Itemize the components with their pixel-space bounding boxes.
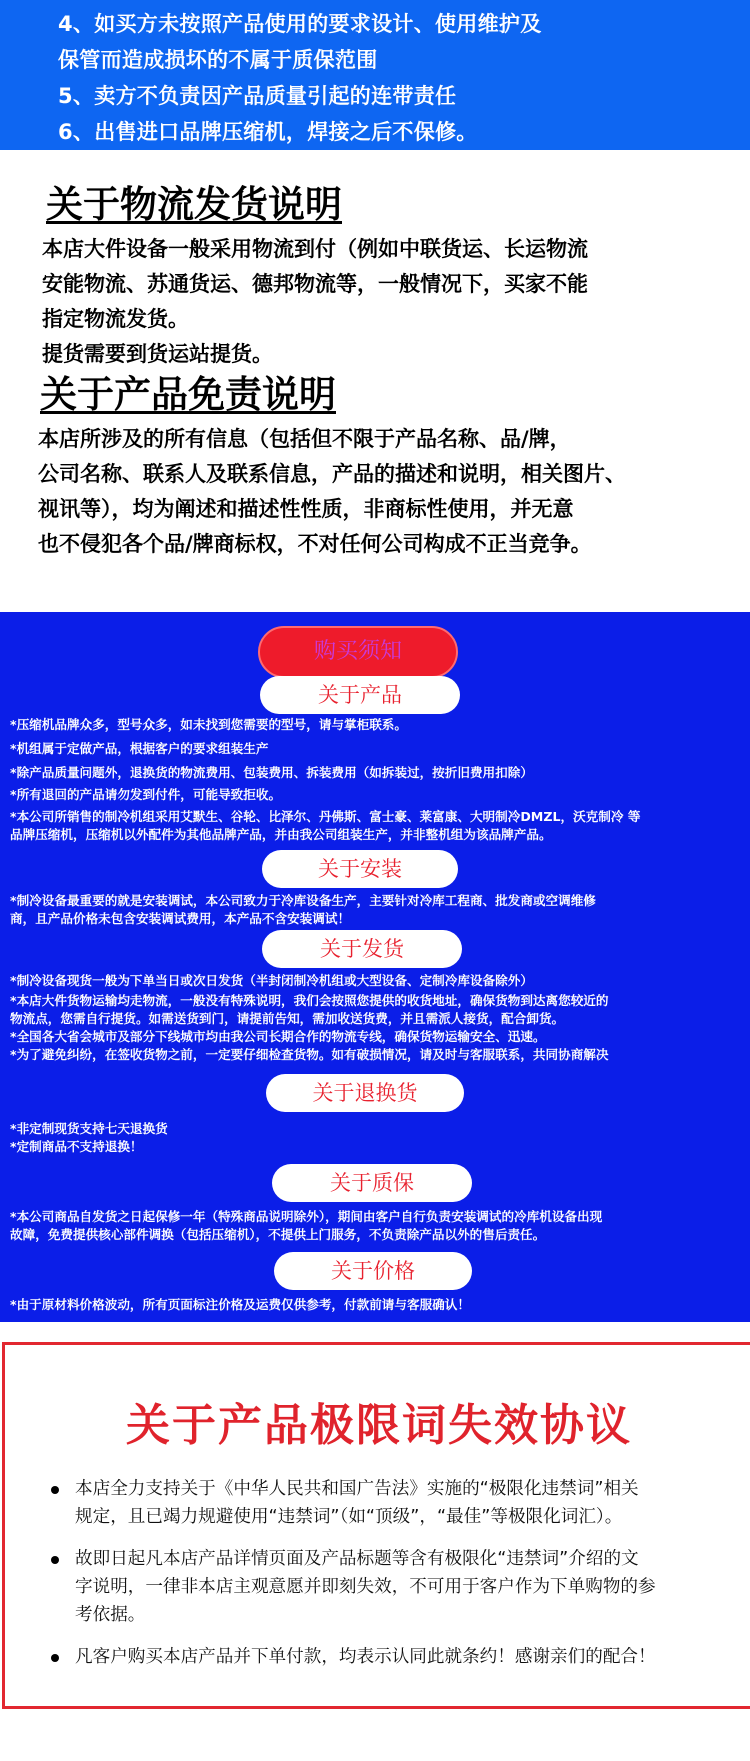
- note-line: 故障，免费提供核心部件调换（包括压缩机），不提供上门服务，不负责除产品以外的售后责任。: [10, 1227, 546, 1242]
- warranty-heading: 关于质保: [272, 1164, 472, 1202]
- returns-heading: 关于退换货: [266, 1074, 464, 1112]
- warranty-line: 4、如买方未按照产品使用的要求设计、使用维护及: [58, 12, 542, 36]
- agreement-line: 本店全力支持关于《中华人民共和国广告法》实施的“极限化违禁词”相关: [75, 1479, 639, 1499]
- note-line: *机组属于定做产品，根据客户的要求组装生产: [10, 741, 269, 756]
- note-line: 品牌压缩机，压缩机以外配件为其他品牌产品，并由我公司组装生产，并非整机组为该品牌产品。: [10, 827, 552, 842]
- note-line: *制冷设备现货一般为下单当日或次日发货（半封闭制冷机组或大型设备、定制冷库设备除外）: [10, 973, 533, 988]
- note-line: *本公司商品自发货之日起保修一年（特殊商品说明除外），期间由客户自行负责安装调试的冷库机设备出现: [10, 1209, 603, 1224]
- shipping-heading: 关于发货: [262, 930, 462, 968]
- warranty-line: 6、出售进口品牌压缩机，焊接之后不保修。: [58, 120, 478, 144]
- returns-notes: [10, 1120, 168, 1156]
- price-heading: 关于价格: [274, 1252, 472, 1290]
- agreement-line: 规定，且已竭力规避使用“违禁词”（如“顶级”，“最佳”等极限化词汇）。: [75, 1507, 623, 1527]
- agreement-line: 考依据。: [75, 1605, 146, 1625]
- note-line: *所有退回的产品请勿发到付件，可能导致拒收。: [10, 787, 282, 802]
- agreement-title: 关于产品极限词失效协议: [126, 1400, 632, 1451]
- note-line: *非定制现货支持七天退换货: [10, 1121, 168, 1136]
- disclaimer-line: 公司名称、联系人及联系信息，产品的描述和说明，相关图片、: [38, 462, 626, 486]
- agreement-line: 凡客户购买本店产品并下单付款，均表示认同此就条约！感谢亲们的配合！: [75, 1647, 656, 1667]
- logistics-title: 关于物流发货说明: [46, 183, 342, 226]
- bullet-icon: [51, 1654, 59, 1662]
- install-notes: [10, 892, 596, 928]
- note-line: *全国各大省会城市及部分下线城市均由我公司长期合作的物流专线，确保货物运输安全、迅速。: [10, 1029, 546, 1044]
- warranty-notes: [10, 1208, 602, 1244]
- product-heading: 关于产品: [260, 676, 460, 714]
- note-line: *定制商品不支持退换！: [10, 1139, 143, 1154]
- note-line: *除产品质量问题外，退换货的物流费用、包装费用、拆装费用（如拆装过，按折旧费用扣除）: [10, 765, 533, 780]
- logistics-line: 指定物流发货。: [42, 307, 189, 331]
- agreement-item: [45, 1643, 745, 1671]
- bullet-icon: [51, 1556, 59, 1564]
- note-line: *本公司所销售的制冷机组采用艾默生、谷轮、比泽尔、丹佛斯、富士豪、莱富康、大明制冷DMZL，沃克制冷 等: [10, 809, 641, 824]
- note-line: *为了避免纠纷，在签收货物之前，一定要仔细检查货物。如有破损情况，请及时与客服联系，共同协商解决: [10, 1047, 609, 1062]
- limit-words-agreement: [0, 1322, 750, 1761]
- disclaimer-line: 本店所涉及的所有信息（包括但不限于产品名称、品/牌，: [38, 427, 571, 451]
- agreement-line: 字说明，一律非本店主观意愿并即刻失效，不可用于客户作为下单购物的参: [75, 1577, 656, 1597]
- disclaimer-line: 视讯等），均为阐述和描述性性质，非商标性使用，并无意: [38, 497, 574, 521]
- warranty-line: 保管而造成损坏的不属于质保范围: [58, 48, 378, 72]
- product-notes: [10, 716, 640, 844]
- note-line: *压缩机品牌众多，型号众多，如未找到您需要的型号，请与掌柜联系。: [10, 717, 407, 732]
- note-line: 商，且产品价格未包含安装调试费用，本产品不含安装调试！: [10, 911, 351, 926]
- note-line: *本店大件货物运输均走物流，一般没有特殊说明，我们会按照您提供的收货地址，确保货物到达离您较近的: [10, 993, 609, 1008]
- warranty-terms-banner: [0, 0, 750, 150]
- note-line: *由于原材料价格波动，所有页面标注价格及运费仅供参考，付款前请与客服确认！: [10, 1297, 470, 1312]
- disclaimer-title: 关于产品免责说明: [40, 373, 336, 416]
- logistics-line: 本店大件设备一般采用物流到付（例如中联货运、长运物流: [42, 237, 588, 261]
- warranty-line: 5、卖方不负责因产品质量引起的连带责任: [58, 84, 457, 108]
- purchase-notice: [0, 612, 750, 1322]
- note-line: *制冷设备最重要的就是安装调试，本公司致力于冷库设备生产，主要针对冷库工程商、批发商或空调维修: [10, 893, 596, 908]
- info-section: [0, 150, 750, 612]
- agreement-line: 故即日起凡本店产品详情页面及产品标题等含有极限化“违禁词”介绍的文: [75, 1549, 639, 1569]
- disclaimer-line: 也不侵犯各个品/牌商标权，不对任何公司构成不正当竞争。: [38, 532, 592, 556]
- price-notes: [10, 1296, 470, 1314]
- logistics-line: 安能物流、苏通货运、德邦物流等，一般情况下，买家不能: [42, 272, 588, 296]
- notice-title: 购买须知: [258, 626, 458, 678]
- agreement-frame: [2, 1342, 750, 1709]
- disclaimer-text: [38, 422, 626, 562]
- logistics-text: [42, 232, 588, 372]
- shipping-notes: [10, 972, 609, 1064]
- bullet-icon: [51, 1486, 59, 1494]
- note-line: 物流点，您需自行提货。如需送货到门，请提前告知，需加收送货费，并且需派人接货，配合卸货。: [10, 1011, 565, 1026]
- logistics-line: 提货需要到货运站提货。: [42, 342, 273, 366]
- agreement-item: [45, 1475, 745, 1531]
- install-heading: 关于安装: [262, 850, 458, 888]
- agreement-item: [45, 1545, 745, 1629]
